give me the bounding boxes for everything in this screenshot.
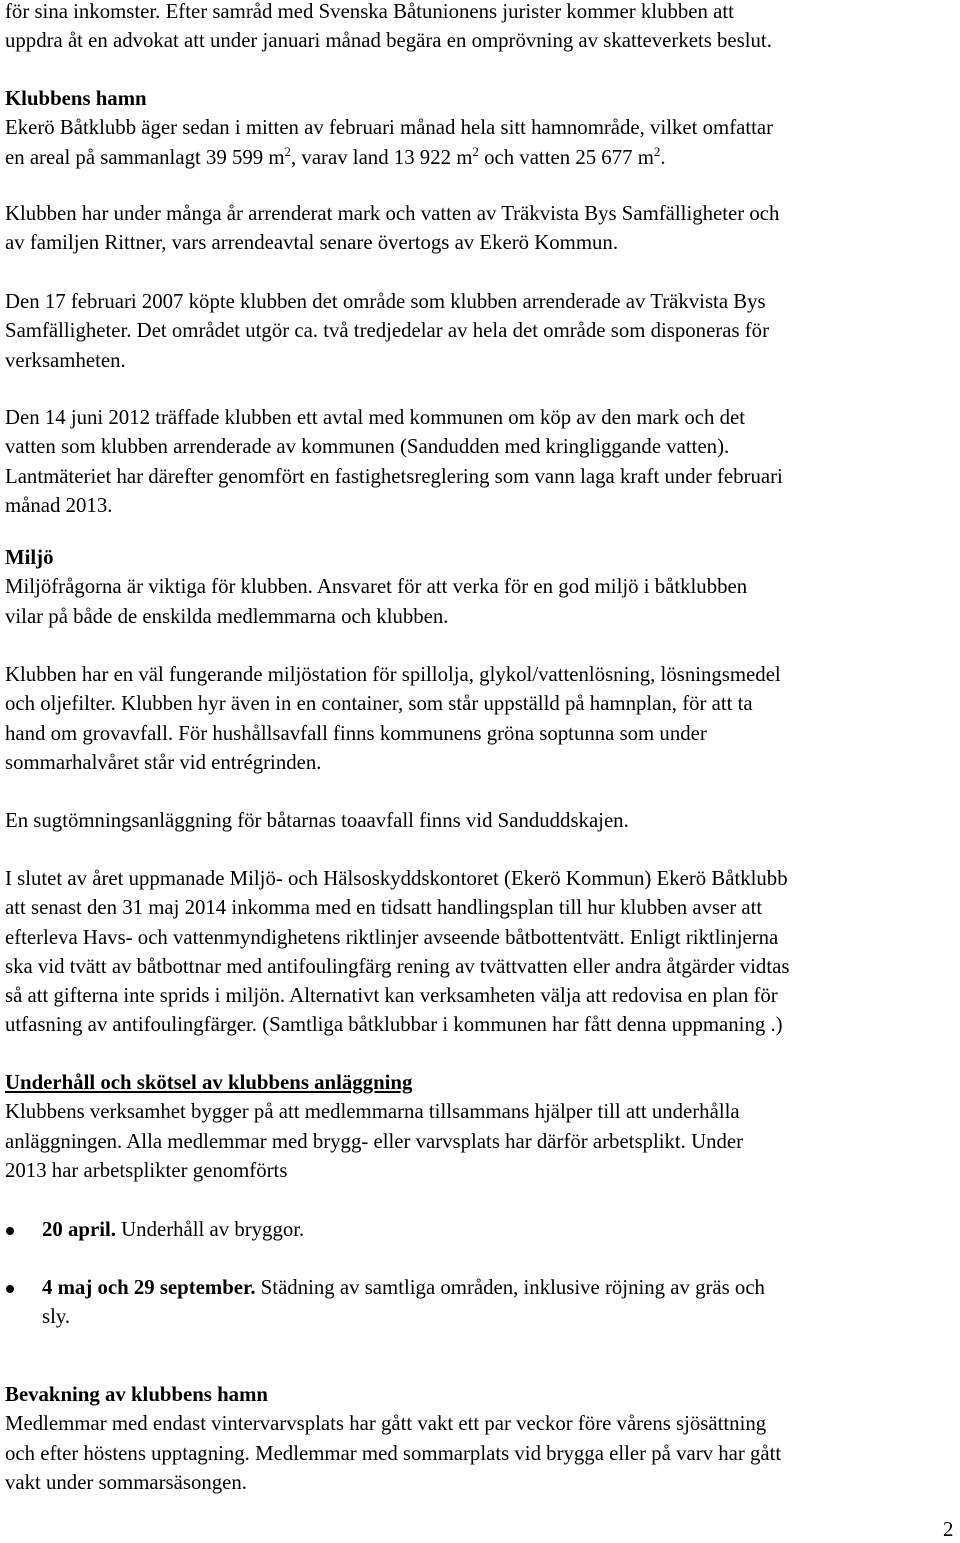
paragraph bbox=[5, 660, 781, 777]
section-underhall bbox=[5, 1068, 743, 1185]
text-line: vilar på både de enskilda medlemmarna och klubben. bbox=[5, 604, 449, 628]
text-line: vatten som klubben arrenderade av kommunen (Sandudden med kringliggande vatten). bbox=[5, 435, 730, 459]
paragraph bbox=[5, 287, 769, 375]
text-line: för sina inkomster. Efter samråd med Svenska Båtunionens jurister kommer klubben att bbox=[5, 0, 734, 23]
text-line: och oljefilter. Klubben hyr även in en container, som står uppställd på hamnplan, för att ta bbox=[5, 692, 753, 716]
text-line: 4 maj och 29 september. Städning av samtliga områden, inklusive röjning av gräs och bbox=[42, 1276, 765, 1299]
bullet-icon bbox=[6, 1227, 14, 1235]
text-line: vakt under sommarsäsongen. bbox=[5, 1470, 247, 1494]
text-line: Den 17 februari 2007 köpte klubben det område som klubben arrenderade av Träkvista Bys bbox=[5, 290, 766, 313]
section-heading: Underhåll och skötsel av klubbens anläggning bbox=[5, 1071, 413, 1094]
bullet-item bbox=[5, 1215, 960, 1244]
text-line: att senast den 31 maj 2014 inkomma med en tidsatt handlingsplan till hur klubben avser att bbox=[5, 896, 763, 920]
text-line: Klubben har en väl fungerande miljöstation för spillolja, glykol/vattenlösning, lösningsmedel bbox=[5, 663, 781, 686]
section-miljo bbox=[5, 543, 747, 631]
bullet-item bbox=[5, 1273, 960, 1332]
text-line: uppdra åt en advokat att under januari månad begära en omprövning av skatteverkets beslut. bbox=[5, 29, 772, 53]
text-line: anläggningen. Alla medlemmar med brygg- eller varvsplats har därför arbetsplikt. Under bbox=[5, 1129, 744, 1153]
section-bevakning bbox=[5, 1380, 781, 1497]
text-line: Den 14 juni 2012 träffade klubben ett avtal med kommunen om köp av den mark och det bbox=[5, 406, 746, 429]
text-line: sommarhalvåret står vid entrégrinden. bbox=[5, 750, 322, 774]
page-number: 2 bbox=[943, 1518, 954, 1541]
text-line: ska vid tvätt av båtbottnar med antifoulingfärg rening av tvättvatten eller andra åtgärder vidtas bbox=[5, 954, 790, 978]
section-heading: Klubbens hamn bbox=[5, 87, 147, 110]
text-line: Miljöfrågorna är viktiga för klubben. Ansvaret för att verka för en god miljö i båtklubben bbox=[5, 575, 748, 599]
intro-paragraph bbox=[5, 0, 772, 56]
text-line: och efter höstens upptagning. Medlemmar med sommarplats vid brygga eller på varv har gått bbox=[5, 1441, 782, 1465]
text-line: Klubben har under många år arrenderat mark och vatten av Träkvista Bys Samfälligheter och bbox=[5, 202, 780, 225]
text-line: så att gifterna inte sprids i miljön. Alternativt kan verksamheten välja att redovisa en plan för bbox=[5, 984, 778, 1008]
text-line: hand om grovavfall. För hushållsavfall finns kommunens gröna soptunna som under bbox=[5, 721, 707, 745]
text-line: Ekerö Båtklubb äger sedan i mitten av februari månad hela sitt hamnområde, vilket omfattar bbox=[5, 116, 774, 140]
text-line: månad 2013. bbox=[5, 493, 113, 517]
bullet-icon bbox=[6, 1285, 14, 1293]
text-line: verksamheten. bbox=[5, 348, 126, 372]
text-line: En sugtömningsanläggning för båtarnas toaavfall finns vid Sanduddskajen. bbox=[5, 809, 629, 832]
text-line: Medlemmar med endast vintervarvsplats har gått vakt ett par veckor före vårens sjösättning bbox=[5, 1412, 767, 1436]
section-heading: Miljö bbox=[5, 546, 54, 569]
text-line: I slutet av året uppmanade Miljö- och Hälsoskyddskontoret (Ekerö Kommun) Ekerö Båtklubb bbox=[5, 867, 788, 890]
text-line: en areal på sammanlagt 39 599 $m^2$, varav land 13 922 $m^2$ och vatten 25 677 $m^2$. bbox=[5, 143, 666, 169]
text-line: sly. bbox=[42, 1305, 71, 1329]
text-line: 20 april. Underhåll av bryggor. bbox=[42, 1218, 305, 1241]
text-line: Klubbens verksamhet bygger på att medlemmarna tillsammans hjälper till att underhålla bbox=[5, 1100, 740, 1124]
text-line: 2013 har arbetsplikter genomförts bbox=[5, 1158, 288, 1182]
text-line: av familjen Rittner, vars arrendeavtal senare övertogs av Ekerö Kommun. bbox=[5, 231, 619, 255]
paragraph bbox=[5, 864, 789, 1040]
paragraph bbox=[5, 403, 783, 520]
section-klubbens-hamn bbox=[5, 84, 773, 172]
text-line: Samfälligheter. Det området utgör ca. två tredjedelar av hela det område som disponeras för bbox=[5, 319, 770, 343]
text-line: efterleva Havs- och vattenmyndighetens riktlinjer avseende båtbottentvätt. Enligt riktlinjerna bbox=[5, 925, 779, 949]
paragraph bbox=[5, 806, 629, 835]
section-heading: Bevakning av klubbens hamn bbox=[5, 1383, 268, 1406]
text-line: utfasning av antifoulingfärger. (Samtliga båtklubbar i kommunen har fått denna uppmaning .) bbox=[5, 1013, 783, 1037]
paragraph bbox=[5, 199, 779, 258]
text-line: Lantmäteriet har därefter genomfört en fastighetsreglering som vann laga kraft under februari bbox=[5, 464, 783, 488]
